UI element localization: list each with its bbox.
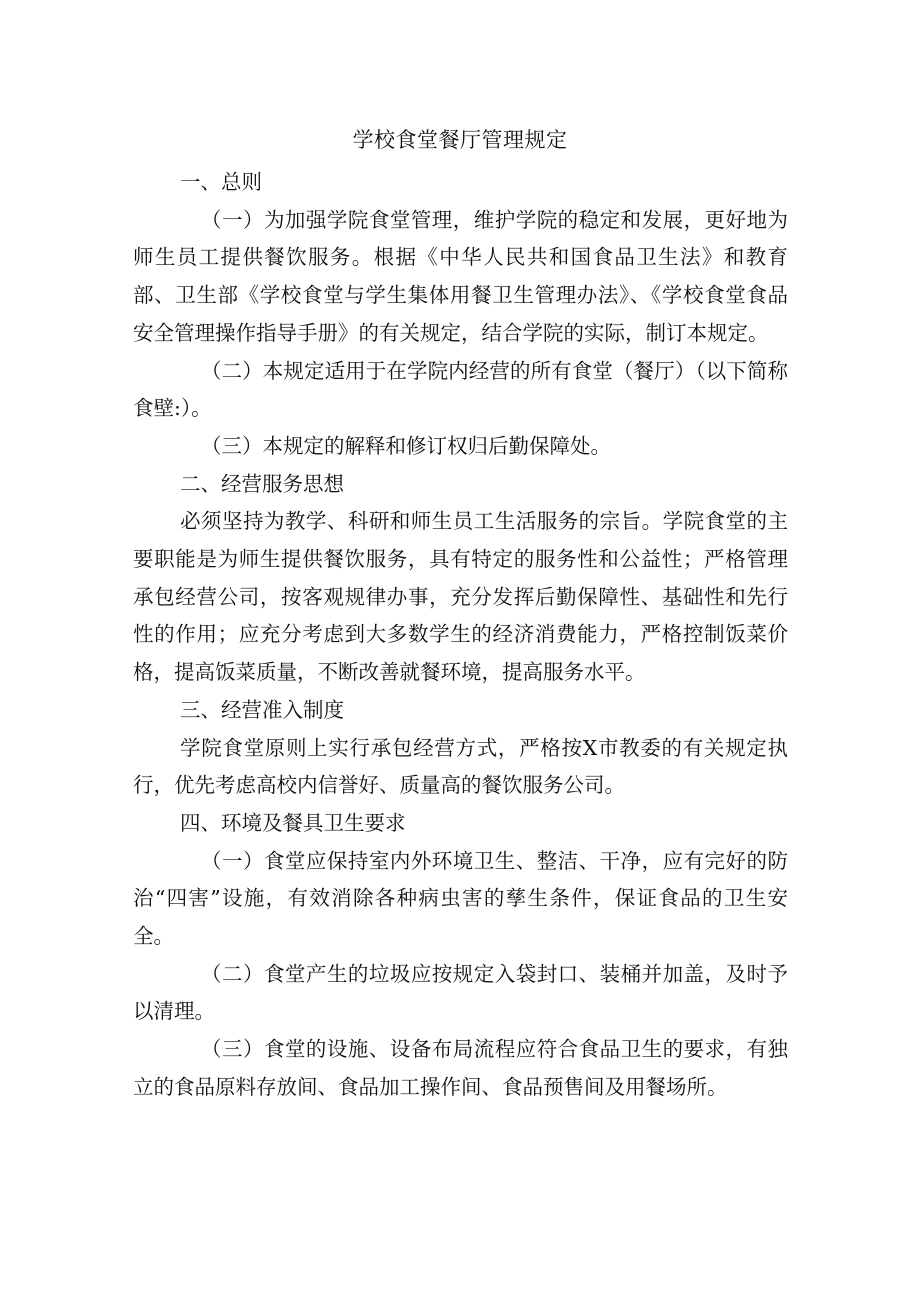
paragraph: （二）本规定适用于在学院内经营的所有食堂（餐厅）（以下简称食壁:）。 [133,358,788,421]
section-heading-general: 一、总则 [180,170,262,194]
paragraph: 必须坚持为教学、科研和师生员工生活服务的宗旨。学院食堂的主要职能是为师生提供餐饮服务，具有特定的服务性和公益性；严格管理承包经营公司，按客观规律办事，充分发挥后勤保障性、基础性和先行性的作用；应充分考虑到大多数学生的经济消费能力，严格控制饭菜价格，提高饭菜质量，不断改善就餐环境，提高服务水平。 [133,509,788,685]
section-heading-service-philosophy: 二、经营服务思想 [180,471,344,496]
document-body [133,164,788,1107]
section-heading-hygiene: 四、环境及餐具卫生要求 [180,810,406,835]
paragraph: 学院食堂原则上实行承包经营方式，严格按X市教委的有关规定执行，优先考虑高校内信誉好、质量高的餐饮服务公司。 [133,735,788,798]
paragraph: （一）为加强学院食堂管理，维护学院的稳定和发展，更好地为师生员工提供餐饮服务。根据《中华人民共和国食品卫生法》和教育部、卫生部《学校食堂与学生集体用餐卫生管理办法》、《学校食堂食品安全管理操作指导手册》的有关规定，结合学院的实际，制订本规定。 [133,207,788,345]
document-title: 学校食堂餐厅管理规定 [352,128,568,152]
paragraph: （三）食堂的设施、设备布局流程应符合食品卫生的要求，有独立的食品原料存放间、食品加工操作间、食品预售间及用餐场所。 [133,1037,788,1099]
section-heading-access-system: 三、经营准入制度 [180,697,344,722]
paragraph: （二）食堂产生的垃圾应按规定入袋封口、装桶并加盖，及时予以清理。 [133,961,788,1024]
paragraph: （一）食堂应保持室内外环境卫生、整洁、干净，应有完好的防治“四害”设施，有效消除各种病虫害的孳生条件，保证食品的卫生安全。 [133,848,788,949]
paragraph: （三）本规定的解释和修订权归后勤保障处。 [201,433,611,458]
